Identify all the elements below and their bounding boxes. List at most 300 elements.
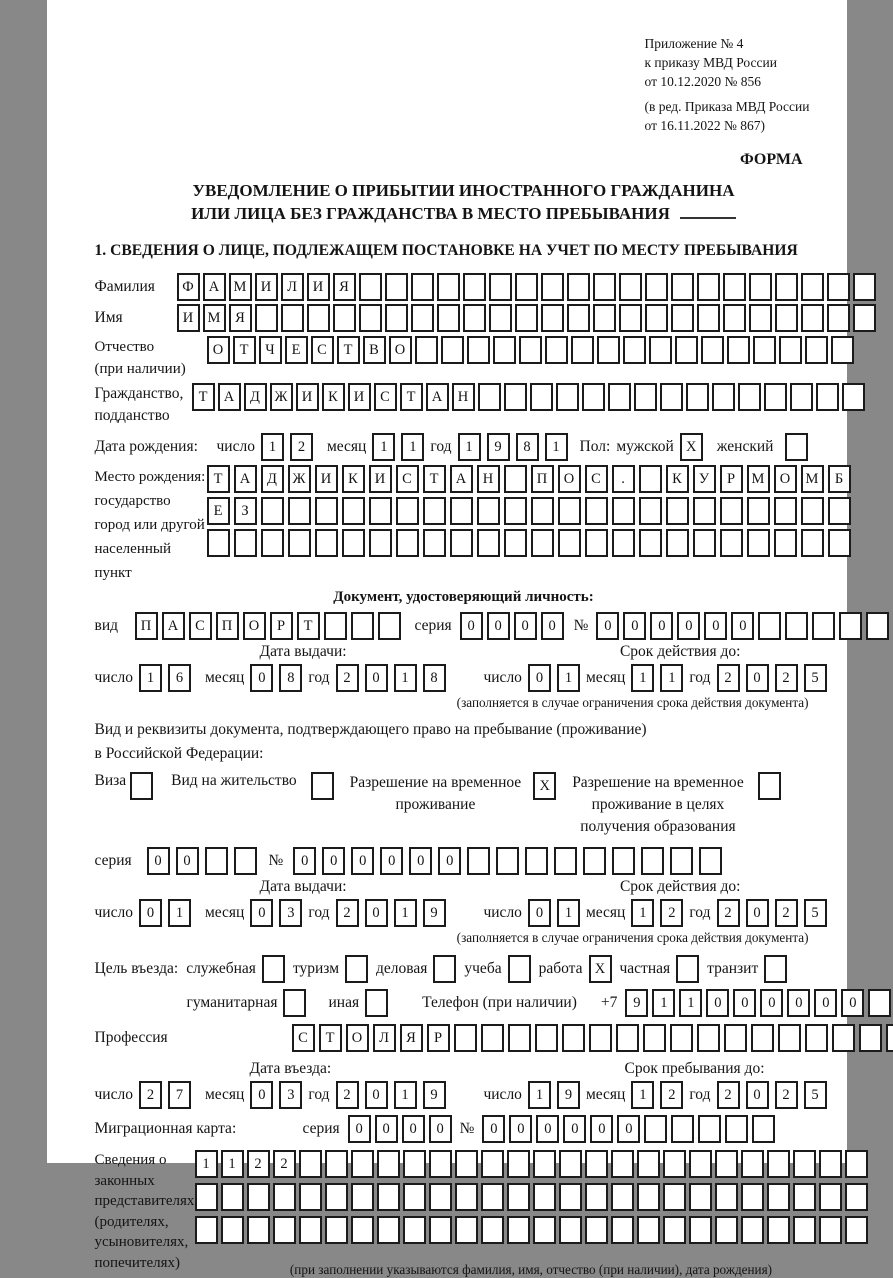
cell[interactable] <box>619 273 642 301</box>
purpose-private-checkbox[interactable] <box>676 955 699 983</box>
cell[interactable] <box>541 273 564 301</box>
cell[interactable] <box>828 497 851 525</box>
cell[interactable] <box>724 1024 747 1052</box>
cell[interactable]: 1 <box>528 1081 551 1109</box>
temp-residence-edu-checkbox[interactable] <box>758 772 781 800</box>
cell[interactable] <box>842 383 865 411</box>
cell[interactable]: 0 <box>365 899 388 927</box>
cell[interactable] <box>247 1216 270 1244</box>
cell[interactable]: 9 <box>625 989 648 1017</box>
cell[interactable] <box>325 1150 348 1178</box>
cell[interactable] <box>612 497 635 525</box>
cell[interactable]: 8 <box>279 664 302 692</box>
cell[interactable] <box>697 273 720 301</box>
cell[interactable] <box>611 1183 634 1211</box>
cell[interactable] <box>359 273 382 301</box>
cell[interactable] <box>767 1150 790 1178</box>
cell[interactable]: 0 <box>482 1115 505 1143</box>
migration-number-cells[interactable] <box>482 1115 775 1143</box>
cell[interactable]: 0 <box>528 899 551 927</box>
cell[interactable]: 2 <box>336 899 359 927</box>
birth-place-cells-row2[interactable] <box>207 497 851 525</box>
cell[interactable] <box>545 336 568 364</box>
cell[interactable] <box>369 497 392 525</box>
doc-series-cells[interactable] <box>460 612 564 640</box>
cell[interactable] <box>645 273 668 301</box>
cell[interactable] <box>530 383 553 411</box>
cell[interactable] <box>723 273 746 301</box>
cell[interactable] <box>819 1183 842 1211</box>
surname-cells[interactable] <box>177 273 876 301</box>
cell[interactable] <box>764 383 787 411</box>
cell[interactable]: 3 <box>279 899 302 927</box>
cell[interactable] <box>429 1216 452 1244</box>
cell[interactable] <box>805 1024 828 1052</box>
cell[interactable] <box>663 1183 686 1211</box>
cell[interactable] <box>649 336 672 364</box>
cell[interactable]: 1 <box>631 899 654 927</box>
cell[interactable] <box>589 1024 612 1052</box>
cell[interactable]: 3 <box>279 1081 302 1109</box>
cell[interactable] <box>351 1183 374 1211</box>
cell[interactable] <box>377 1150 400 1178</box>
cell[interactable] <box>411 304 434 332</box>
cell[interactable] <box>515 304 538 332</box>
residence-permit-checkbox[interactable] <box>311 772 334 800</box>
purpose-humanitarian-checkbox[interactable] <box>283 989 306 1017</box>
cell[interactable]: К <box>666 465 689 493</box>
cell[interactable]: 0 <box>706 989 729 1017</box>
cell[interactable] <box>342 497 365 525</box>
cell[interactable] <box>507 1183 530 1211</box>
cell[interactable]: И <box>369 465 392 493</box>
cell[interactable]: Н <box>452 383 475 411</box>
migration-series-cells[interactable] <box>348 1115 452 1143</box>
cell[interactable] <box>507 1150 530 1178</box>
cell[interactable]: 0 <box>509 1115 532 1143</box>
purpose-tourism-checkbox[interactable] <box>345 955 368 983</box>
identity-issue-year[interactable] <box>336 664 446 692</box>
cell[interactable] <box>831 336 854 364</box>
cell[interactable] <box>455 1216 478 1244</box>
cell[interactable]: 0 <box>841 989 864 1017</box>
cell[interactable] <box>812 612 835 640</box>
cell[interactable] <box>619 304 642 332</box>
cell[interactable] <box>385 304 408 332</box>
cell[interactable]: Я <box>229 304 252 332</box>
patronymic-cells[interactable] <box>207 336 854 364</box>
cell[interactable] <box>535 1024 558 1052</box>
cell[interactable] <box>608 383 631 411</box>
cell[interactable]: Т <box>337 336 360 364</box>
cell[interactable] <box>307 304 330 332</box>
identity-issue-day[interactable] <box>139 664 191 692</box>
cell[interactable] <box>415 336 438 364</box>
cell[interactable] <box>644 1115 667 1143</box>
cell[interactable]: Т <box>319 1024 342 1052</box>
purpose-other-checkbox[interactable] <box>365 989 388 1017</box>
cell[interactable]: 0 <box>429 1115 452 1143</box>
cell[interactable] <box>423 497 446 525</box>
cell[interactable] <box>697 304 720 332</box>
cell[interactable] <box>793 1183 816 1211</box>
cell[interactable]: 0 <box>746 664 769 692</box>
cell[interactable]: Р <box>720 465 743 493</box>
cell[interactable] <box>324 612 347 640</box>
cell[interactable]: 5 <box>804 664 827 692</box>
cell[interactable] <box>411 273 434 301</box>
cell[interactable]: О <box>389 336 412 364</box>
cell[interactable]: 0 <box>250 899 273 927</box>
cell[interactable] <box>671 1115 694 1143</box>
purpose-study-checkbox[interactable] <box>508 955 531 983</box>
cell[interactable] <box>325 1216 348 1244</box>
cell[interactable] <box>727 336 750 364</box>
cell[interactable]: А <box>234 465 257 493</box>
cell[interactable]: 0 <box>322 847 345 875</box>
birth-place-cells-row3[interactable] <box>207 529 851 557</box>
cell[interactable] <box>775 273 798 301</box>
cell[interactable]: И <box>348 383 371 411</box>
cell[interactable]: 0 <box>731 612 754 640</box>
cell[interactable]: 1 <box>261 433 284 461</box>
cell[interactable] <box>886 1024 893 1052</box>
cell[interactable] <box>839 612 862 640</box>
cell[interactable] <box>611 1150 634 1178</box>
cell[interactable]: 0 <box>746 1081 769 1109</box>
stay-month[interactable] <box>631 1081 683 1109</box>
cell[interactable]: 9 <box>423 899 446 927</box>
cell[interactable] <box>738 383 761 411</box>
cell[interactable] <box>281 304 304 332</box>
cell[interactable] <box>801 529 824 557</box>
cell[interactable] <box>866 612 889 640</box>
cell[interactable]: С <box>585 465 608 493</box>
cell[interactable] <box>747 497 770 525</box>
cell[interactable] <box>221 1216 244 1244</box>
cell[interactable]: Д <box>244 383 267 411</box>
cell[interactable]: 8 <box>423 664 446 692</box>
cell[interactable]: Ж <box>270 383 293 411</box>
temp-residence-checkbox[interactable]: X <box>533 772 556 800</box>
cell[interactable]: 1 <box>139 664 162 692</box>
cell[interactable] <box>195 1216 218 1244</box>
cell[interactable] <box>853 304 876 332</box>
cell[interactable] <box>585 1183 608 1211</box>
cell[interactable] <box>567 304 590 332</box>
cell[interactable] <box>778 1024 801 1052</box>
cell[interactable] <box>671 304 694 332</box>
cell[interactable] <box>637 1150 660 1178</box>
cell[interactable] <box>396 497 419 525</box>
cell[interactable] <box>558 497 581 525</box>
cell[interactable]: С <box>311 336 334 364</box>
cell[interactable] <box>531 529 554 557</box>
cell[interactable] <box>643 1024 666 1052</box>
cell[interactable] <box>859 1024 882 1052</box>
cell[interactable]: 0 <box>514 612 537 640</box>
cell[interactable] <box>315 497 338 525</box>
cell[interactable] <box>753 336 776 364</box>
cell[interactable] <box>533 1183 556 1211</box>
cell[interactable] <box>533 1216 556 1244</box>
cell[interactable]: 0 <box>375 1115 398 1143</box>
cell[interactable] <box>611 1216 634 1244</box>
cell[interactable] <box>715 1150 738 1178</box>
representatives-cells-row1[interactable] <box>195 1150 868 1178</box>
residence-issue-day[interactable] <box>139 899 191 927</box>
cell[interactable] <box>247 1183 270 1211</box>
cell[interactable] <box>504 465 527 493</box>
cell[interactable] <box>273 1216 296 1244</box>
cell[interactable] <box>585 1216 608 1244</box>
cell[interactable] <box>758 612 781 640</box>
cell[interactable]: С <box>292 1024 315 1052</box>
entry-year[interactable] <box>336 1081 446 1109</box>
cell[interactable] <box>437 304 460 332</box>
identity-valid-month[interactable] <box>631 664 683 692</box>
cell[interactable]: 1 <box>401 433 424 461</box>
cell[interactable] <box>378 612 401 640</box>
cell[interactable] <box>559 1183 582 1211</box>
cell[interactable]: 1 <box>652 989 675 1017</box>
cell[interactable] <box>351 1150 374 1178</box>
identity-valid-year[interactable] <box>717 664 827 692</box>
cell[interactable]: В <box>363 336 386 364</box>
cell[interactable] <box>819 1216 842 1244</box>
cell[interactable] <box>801 497 824 525</box>
cell[interactable]: 0 <box>250 1081 273 1109</box>
cell[interactable]: О <box>774 465 797 493</box>
cell[interactable]: 0 <box>677 612 700 640</box>
cell[interactable] <box>351 612 374 640</box>
cell[interactable] <box>504 497 527 525</box>
cell[interactable] <box>205 847 228 875</box>
cell[interactable]: 1 <box>631 664 654 692</box>
cell[interactable] <box>234 529 257 557</box>
cell[interactable] <box>741 1150 764 1178</box>
cell[interactable]: М <box>229 273 252 301</box>
cell[interactable] <box>359 304 382 332</box>
cell[interactable]: 0 <box>617 1115 640 1143</box>
purpose-official-checkbox[interactable] <box>262 955 285 983</box>
cell[interactable]: Е <box>207 497 230 525</box>
cell[interactable]: 2 <box>273 1150 296 1178</box>
cell[interactable] <box>255 304 278 332</box>
cell[interactable] <box>671 273 694 301</box>
cell[interactable]: 0 <box>348 1115 371 1143</box>
cell[interactable] <box>463 273 486 301</box>
cell[interactable] <box>785 612 808 640</box>
cell[interactable]: 0 <box>176 847 199 875</box>
cell[interactable]: 0 <box>787 989 810 1017</box>
cell[interactable]: И <box>315 465 338 493</box>
cell[interactable]: М <box>203 304 226 332</box>
cell[interactable]: 2 <box>660 1081 683 1109</box>
cell[interactable] <box>234 847 257 875</box>
cell[interactable]: Т <box>423 465 446 493</box>
purpose-business-checkbox[interactable] <box>433 955 456 983</box>
cell[interactable]: П <box>531 465 554 493</box>
cell[interactable] <box>639 465 662 493</box>
cell[interactable] <box>582 383 605 411</box>
representatives-cells-row2[interactable] <box>195 1183 868 1211</box>
cell[interactable] <box>455 1150 478 1178</box>
residence-number-cells[interactable] <box>293 847 722 875</box>
cell[interactable]: И <box>177 304 200 332</box>
cell[interactable]: П <box>135 612 158 640</box>
cell[interactable]: И <box>296 383 319 411</box>
citizenship-cells[interactable] <box>192 383 865 411</box>
birth-day-cells[interactable] <box>261 433 313 461</box>
cell[interactable] <box>623 336 646 364</box>
cell[interactable] <box>670 1024 693 1052</box>
stay-day[interactable] <box>528 1081 580 1109</box>
cell[interactable]: З <box>234 497 257 525</box>
cell[interactable] <box>562 1024 585 1052</box>
cell[interactable]: 5 <box>804 899 827 927</box>
cell[interactable]: . <box>612 465 635 493</box>
cell[interactable] <box>467 847 490 875</box>
cell[interactable] <box>751 1024 774 1052</box>
cell[interactable]: 0 <box>528 664 551 692</box>
cell[interactable]: О <box>207 336 230 364</box>
cell[interactable] <box>559 1216 582 1244</box>
cell[interactable]: 0 <box>293 847 316 875</box>
cell[interactable]: С <box>396 465 419 493</box>
cell[interactable] <box>767 1216 790 1244</box>
cell[interactable] <box>585 529 608 557</box>
cell[interactable]: Н <box>477 465 500 493</box>
cell[interactable]: 0 <box>650 612 673 640</box>
cell[interactable] <box>749 273 772 301</box>
identity-issue-month[interactable] <box>250 664 302 692</box>
cell[interactable] <box>571 336 594 364</box>
cell[interactable] <box>819 1150 842 1178</box>
cell[interactable] <box>832 1024 855 1052</box>
cell[interactable]: 0 <box>760 989 783 1017</box>
profession-cells[interactable] <box>292 1024 893 1052</box>
cell[interactable]: 1 <box>679 989 702 1017</box>
cell[interactable] <box>437 273 460 301</box>
cell[interactable] <box>195 1183 218 1211</box>
cell[interactable] <box>660 383 683 411</box>
cell[interactable] <box>698 1115 721 1143</box>
cell[interactable] <box>221 1183 244 1211</box>
cell[interactable]: И <box>307 273 330 301</box>
cell[interactable]: 0 <box>365 1081 388 1109</box>
birth-year-cells[interactable] <box>458 433 568 461</box>
cell[interactable] <box>423 529 446 557</box>
cell[interactable] <box>793 1216 816 1244</box>
identity-valid-day[interactable] <box>528 664 580 692</box>
cell[interactable] <box>634 383 657 411</box>
cell[interactable] <box>612 529 635 557</box>
name-cells[interactable] <box>177 304 876 332</box>
cell[interactable] <box>637 1216 660 1244</box>
cell[interactable] <box>467 336 490 364</box>
cell[interactable] <box>525 847 548 875</box>
cell[interactable] <box>701 336 724 364</box>
cell[interactable]: Т <box>297 612 320 640</box>
cell[interactable] <box>463 304 486 332</box>
cell[interactable] <box>477 497 500 525</box>
visa-checkbox[interactable] <box>130 772 153 800</box>
cell[interactable] <box>429 1150 452 1178</box>
cell[interactable]: 1 <box>221 1150 244 1178</box>
cell[interactable]: К <box>342 465 365 493</box>
cell[interactable] <box>507 1216 530 1244</box>
cell[interactable]: 0 <box>733 989 756 1017</box>
cell[interactable]: Ж <box>288 465 311 493</box>
cell[interactable]: 5 <box>804 1081 827 1109</box>
cell[interactable] <box>845 1183 868 1211</box>
cell[interactable] <box>741 1216 764 1244</box>
cell[interactable] <box>637 1183 660 1211</box>
cell[interactable]: 0 <box>623 612 646 640</box>
cell[interactable]: 0 <box>438 847 461 875</box>
cell[interactable] <box>585 497 608 525</box>
birth-month-cells[interactable] <box>372 433 424 461</box>
cell[interactable]: Ч <box>259 336 282 364</box>
cell[interactable] <box>663 1150 686 1178</box>
cell[interactable] <box>868 989 891 1017</box>
cell[interactable] <box>639 497 662 525</box>
cell[interactable] <box>478 383 501 411</box>
cell[interactable]: 0 <box>351 847 374 875</box>
cell[interactable]: 0 <box>460 612 483 640</box>
cell[interactable] <box>827 304 850 332</box>
cell[interactable] <box>403 1183 426 1211</box>
cell[interactable] <box>385 273 408 301</box>
cell[interactable] <box>207 529 230 557</box>
cell[interactable] <box>767 1183 790 1211</box>
cell[interactable] <box>845 1150 868 1178</box>
cell[interactable] <box>515 273 538 301</box>
cell[interactable]: Т <box>233 336 256 364</box>
cell[interactable]: А <box>218 383 241 411</box>
cell[interactable] <box>675 336 698 364</box>
cell[interactable]: 0 <box>814 989 837 1017</box>
cell[interactable] <box>403 1150 426 1178</box>
cell[interactable]: 8 <box>516 433 539 461</box>
doc-kind-cells[interactable] <box>135 612 401 640</box>
cell[interactable] <box>450 529 473 557</box>
cell[interactable]: Е <box>285 336 308 364</box>
cell[interactable] <box>325 1183 348 1211</box>
cell[interactable]: О <box>558 465 581 493</box>
cell[interactable]: 2 <box>336 664 359 692</box>
cell[interactable] <box>639 529 662 557</box>
cell[interactable]: 1 <box>557 899 580 927</box>
residence-valid-day[interactable] <box>528 899 580 927</box>
cell[interactable] <box>342 529 365 557</box>
cell[interactable] <box>723 304 746 332</box>
cell[interactable] <box>712 383 735 411</box>
residence-valid-month[interactable] <box>631 899 683 927</box>
cell[interactable] <box>567 273 590 301</box>
cell[interactable] <box>351 1216 374 1244</box>
cell[interactable]: 1 <box>631 1081 654 1109</box>
cell[interactable] <box>450 497 473 525</box>
cell[interactable]: Р <box>270 612 293 640</box>
cell[interactable] <box>827 273 850 301</box>
cell[interactable]: 0 <box>487 612 510 640</box>
cell[interactable] <box>720 497 743 525</box>
cell[interactable]: 1 <box>458 433 481 461</box>
cell[interactable]: Л <box>281 273 304 301</box>
cell[interactable] <box>845 1216 868 1244</box>
